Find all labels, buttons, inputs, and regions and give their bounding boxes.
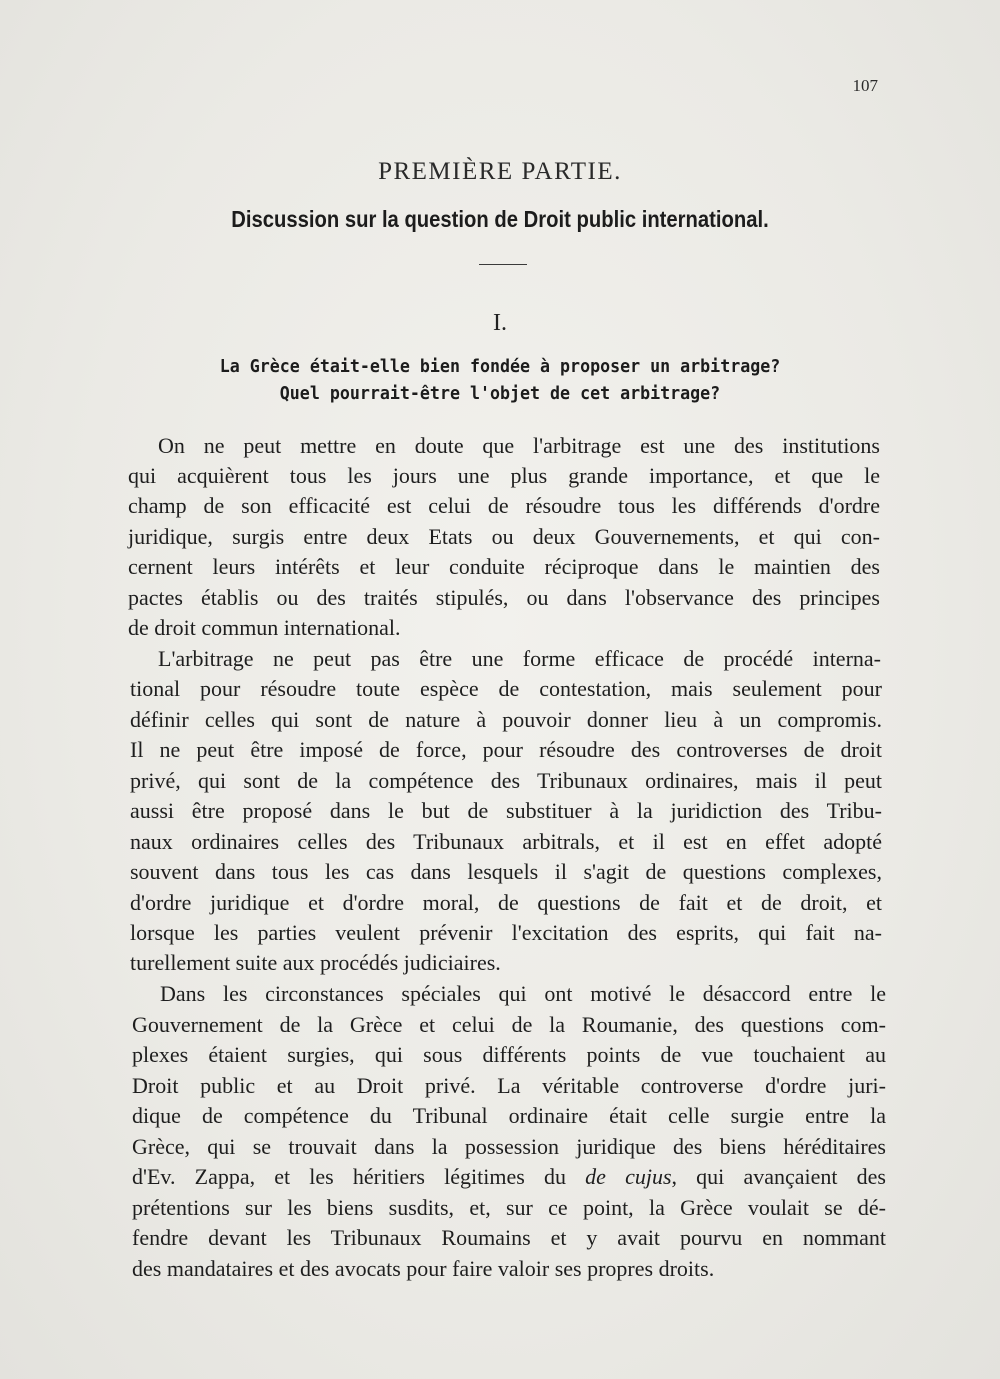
paragraph-3-line-1: Dans les circonstances spéciales qui ont motivé le désaccord entre le xyxy=(160,981,886,1006)
paragraph-2-line-5: privé, qui sont de la compétence des Tribunaux ordinaires, mais il peut xyxy=(130,768,882,793)
paragraph-2-line-10: lorsque les parties veulent prévenir l'excitation des esprits, qui fait na- xyxy=(130,920,882,945)
part-title: PREMIÈRE PARTIE. xyxy=(378,158,622,185)
paragraph-1-line-5: cernent leurs intérêts et leur conduite réciproque dans le maintien des xyxy=(128,554,880,579)
paragraph-2-line-9: d'ordre juridique et d'ordre moral, de questions de fait et de droit, et xyxy=(130,890,882,915)
paragraph-1-line-3: champ de son efficacité est celui de résoudre tous les différends d'ordre xyxy=(128,493,880,518)
section-numeral: I. xyxy=(493,310,507,336)
paragraph-2-line-3: définir celles qui sont de nature à pouvoir donner lieu à un compromis. xyxy=(130,707,882,732)
main-heading: Discussion sur la question de Droit public international. xyxy=(231,206,769,232)
paragraph-2-line-4: Il ne peut être imposé de force, pour résoudre des controverses de droit xyxy=(130,737,882,762)
paragraph-2-line-7: naux ordinaires celles des Tribunaux arbitrals, et il est en effet adopté xyxy=(130,829,882,854)
paragraph-2-line-6: aussi être proposé dans le but de substituer à la juridiction des Tribu- xyxy=(130,798,882,823)
paragraph-2-line-1: L'arbitrage ne peut pas être une forme efficace de procédé interna- xyxy=(158,646,881,671)
paragraph-3-line-2: Gouvernement de la Grèce et celui de la Roumanie, des questions com- xyxy=(132,1012,886,1037)
paragraph-3-line-6: Grèce, qui se trouvait dans la possession juridique des biens héréditaires xyxy=(132,1134,886,1159)
paragraph-1-line-4: juridique, surgis entre deux Etats ou deux Gouvernements, et qui con- xyxy=(128,524,880,549)
paragraph-3-line-10: des mandataires et des avocats pour faire valoir ses propres droits. xyxy=(132,1256,715,1281)
paragraph-1-line-1: On ne peut mettre en doute que l'arbitrage est une des institutions xyxy=(158,433,880,458)
paragraph-3-line-8: prétentions sur les biens susdits, et, sur ce point, la Grèce voulait se dé- xyxy=(132,1195,886,1220)
heading-rule xyxy=(479,264,527,265)
paragraph-2-line-11: turellement suite aux procédés judiciaires. xyxy=(130,950,501,975)
paragraph-1-line-6: pactes établis ou des traités stipulés, ou dans l'observance des principes xyxy=(128,585,880,610)
paragraph-1-line-7: de droit commun international. xyxy=(128,615,401,640)
paragraph-3-line-5: dique de compétence du Tribunal ordinaire était celle surgie entre la xyxy=(132,1103,886,1128)
paragraph-3-line-9: fendre devant les Tribunaux Roumains et y avait pourvu en nommant xyxy=(132,1225,886,1250)
paragraph-2-line-8: souvent dans tous les cas dans lesquels il s'agit de questions complexes, xyxy=(130,859,882,884)
page-number: 107 xyxy=(852,76,878,95)
latin-phrase: de cujus xyxy=(585,1164,672,1189)
paragraph-1-line-2: qui acquièrent tous les jours une plus grande importance, et que le xyxy=(128,463,880,488)
section-question-line-2: Quel pourrait-être l'objet de cet arbitrage? xyxy=(279,384,721,404)
section-question-line-1: La Grèce était-elle bien fondée à proposer un arbitrage? xyxy=(219,357,781,377)
paragraph-3-line-3: plexes étaient surgies, qui sous différents points de vue touchaient au xyxy=(132,1042,886,1067)
paragraph-2-line-2: tional pour résoudre toute espèce de contestation, mais seulement pour xyxy=(130,676,882,701)
paragraph-3-line-7: d'Ev. Zappa, et les héritiers légitimes du de cujus, qui avançaient des xyxy=(132,1164,886,1189)
paragraph-3-line-4: Droit public et au Droit privé. La véritable controverse d'ordre juri- xyxy=(132,1073,886,1098)
